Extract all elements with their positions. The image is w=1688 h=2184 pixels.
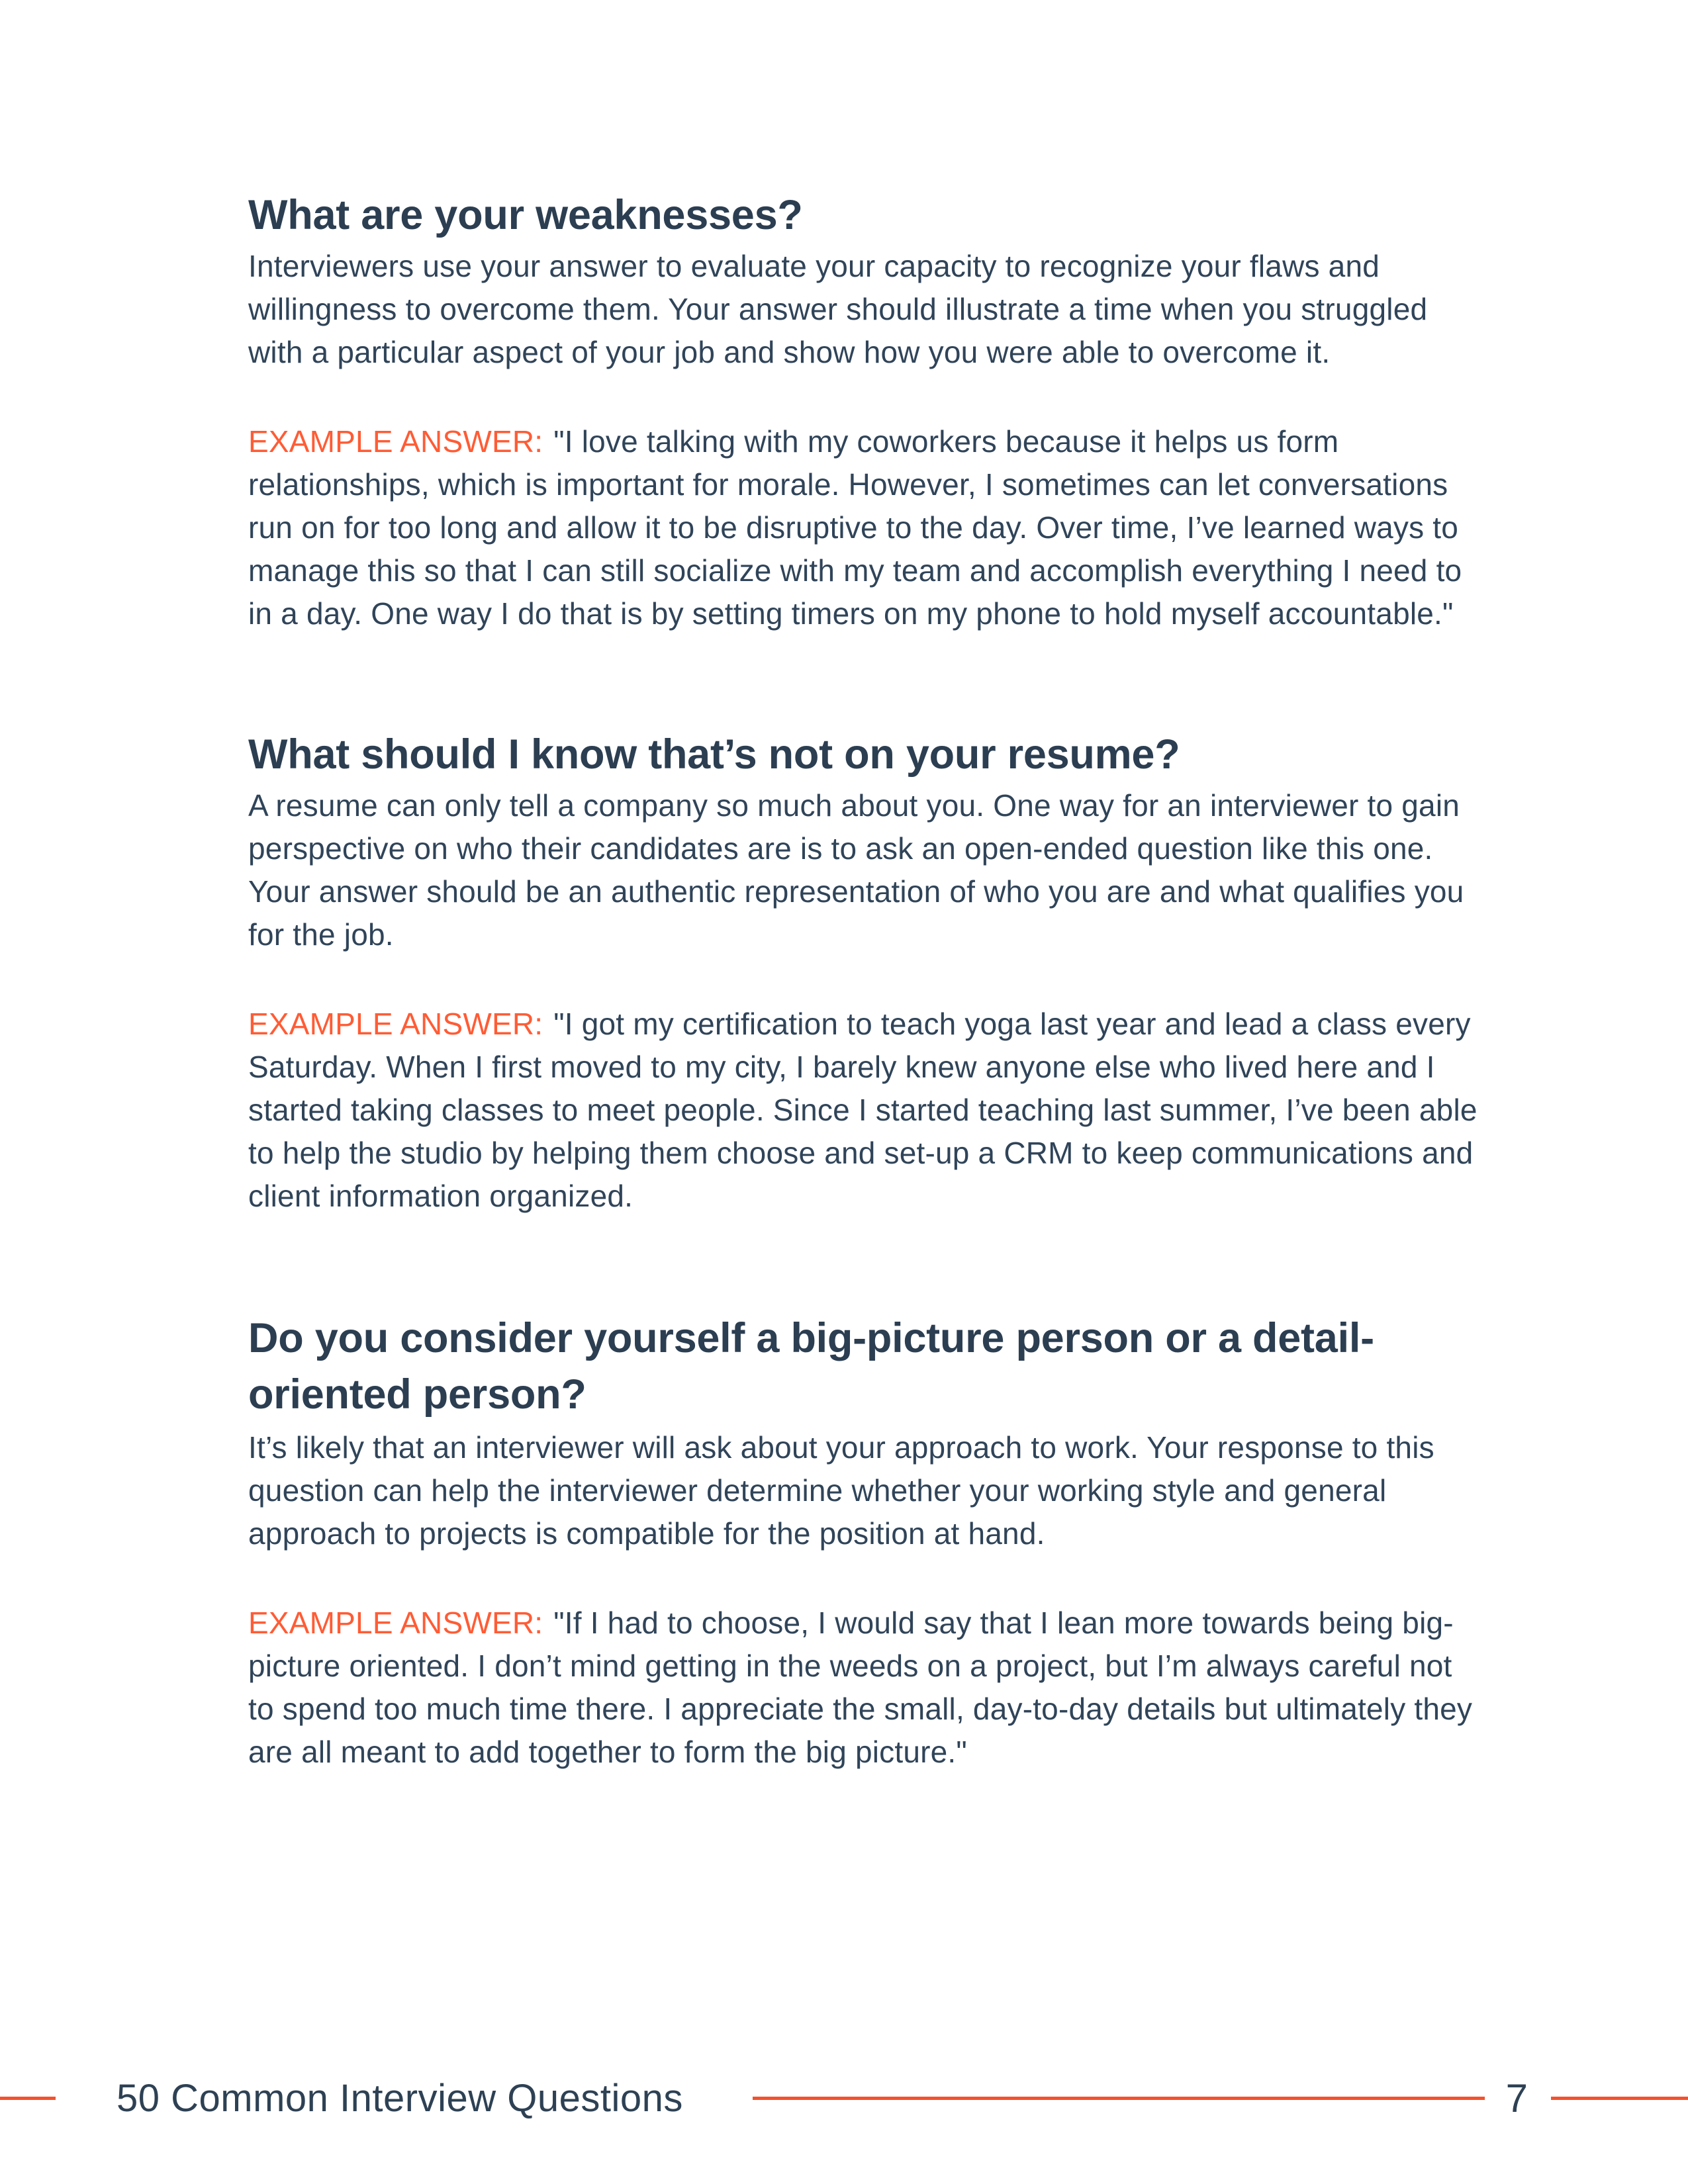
example-answer-text: "If I had to choose, I would say that I lean more towards being big-picture oriented. I don’t mind getting in the weeds on a project, but I’m always careful not to spend too much time there. I appreciate the small, day-to-day details but ultimately they are all meant to add together to form the big picture." xyxy=(248,1606,1473,1769)
question-section-big-picture xyxy=(248,1310,1479,1774)
example-answer-text: "I got my certification to teach yoga last year and lead a class every Saturday. When I first moved to my city, I barely knew anyone else who lived here and I started taking classes to meet people. Since I started teaching last summer, I’ve been able to help the studio by helping them choose and set-up a CRM to keep communications and client information organized. xyxy=(248,1007,1477,1213)
question-heading: Do you consider yourself a big-picture person or a detail-oriented person? xyxy=(248,1315,1374,1418)
footer-document-title: 50 Common Interview Questions xyxy=(117,2077,683,2120)
question-section-weaknesses xyxy=(248,189,1479,635)
footer-left-dash xyxy=(0,2097,56,2100)
footer-page-number: 7 xyxy=(1505,2076,1528,2120)
question-description: A resume can only tell a company so much about you. One way for an interviewer to gain perspective on who their candidates are is to ask an open-ended question like this one. Your answer should be an authentic representation of who you are and what qualifies you for the job. xyxy=(248,788,1464,952)
question-description: Interviewers use your answer to evaluate your capacity to recognize your flaws and willingness to overcome them. Your answer should illustrate a time when you struggled with a particular aspect of your job and show how you were able to overcome it. xyxy=(248,249,1428,369)
page-footer xyxy=(0,2075,1688,2121)
question-heading: What are your weaknesses? xyxy=(248,192,803,238)
question-heading: What should I know that’s not on your resume? xyxy=(248,731,1180,778)
example-answer-text: "I love talking with my coworkers because it helps us form relationships, which is important for morale. However, I sometimes can let conversations run on for too long and allow it to be disruptive to the day. Over time, I’ve learned ways to manage this so that I can still socialize with my team and accomplish everything I need to in a day. One way I do that is by setting timers on my phone to hold myself accountable." xyxy=(248,424,1462,631)
page-content xyxy=(248,189,1479,1774)
example-answer xyxy=(248,420,1479,635)
footer-divider-line xyxy=(753,2097,1485,2100)
question-description: It’s likely that an interviewer will ask about your approach to work. Your response to this question can help the interviewer determine whether your working style and general approach to projects is compatible for the position at hand. xyxy=(248,1430,1434,1551)
example-answer-label: EXAMPLE ANSWER: xyxy=(248,424,543,459)
example-answer-label: EXAMPLE ANSWER: xyxy=(248,1606,543,1640)
footer-right-dash xyxy=(1551,2097,1688,2100)
example-answer xyxy=(248,1602,1479,1774)
example-answer xyxy=(248,1003,1479,1218)
example-answer-label: EXAMPLE ANSWER: xyxy=(248,1007,543,1041)
question-section-not-on-resume xyxy=(248,728,1479,1218)
